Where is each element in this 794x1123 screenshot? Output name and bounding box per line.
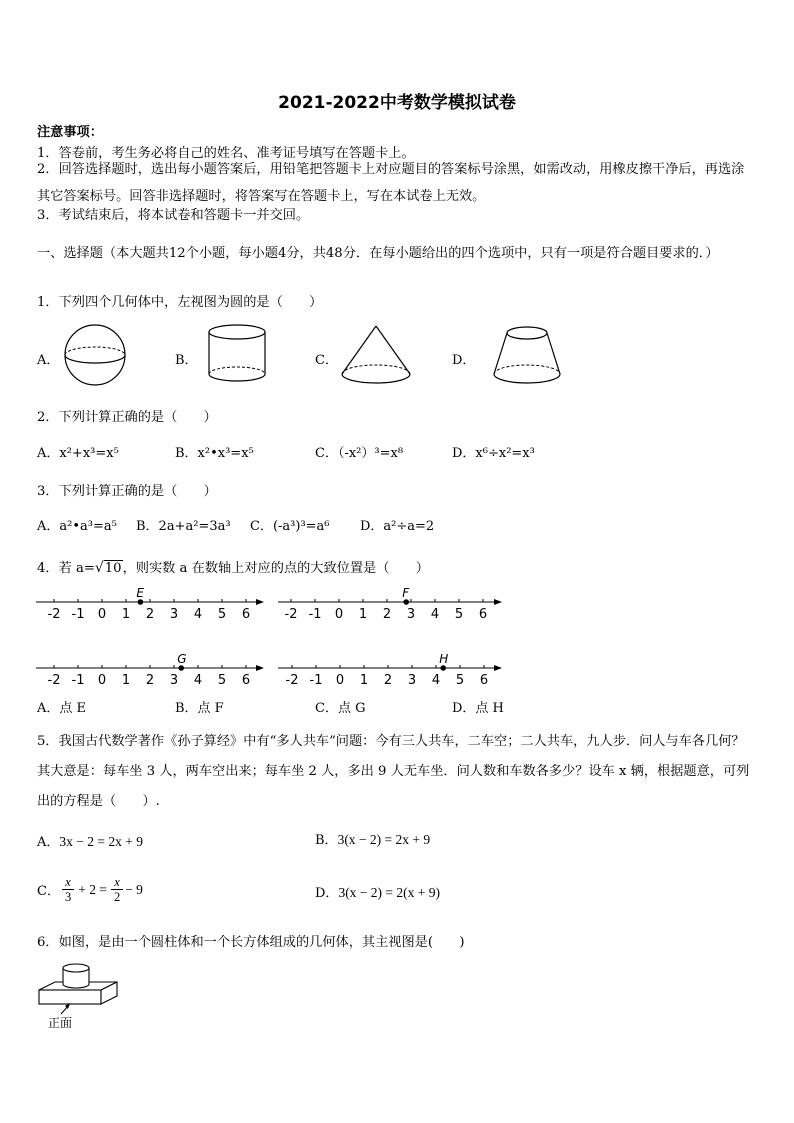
q5-option-c-mid: + 2 =	[78, 881, 107, 897]
question-4-stem	[37, 557, 429, 576]
tick-label: -1	[71, 607, 85, 622]
numerator: x	[114, 875, 120, 889]
tick-label: 6	[241, 673, 251, 688]
tick-label: 6	[478, 607, 488, 622]
tick-label: -1	[309, 673, 323, 688]
fraction-x-over-3	[62, 875, 74, 904]
q2-option-c: C．（-x²）³=x⁸	[315, 446, 404, 461]
question-5-stem: 5．我国古代数学著作《孙子算经》中有“多人共车”问题：今有三人共车，二车空；二人共车，九人步．问人与车各几何？其大意是：每车坐 3 人，两车空出来；每车坐 2 人，多出 9 人无车坐．问人数和车数各多少？设车 x 辆，根据题意，可列出的方程是（ ）.	[37, 734, 750, 809]
tick-label: 5	[217, 673, 227, 688]
tick-label: 3	[407, 673, 417, 688]
cone-icon	[338, 322, 414, 388]
tick-label: 3	[406, 607, 416, 622]
cylinder-on-box-figure	[35, 960, 125, 1018]
page-title: 2021-2022中考数学模拟试卷	[278, 93, 516, 113]
tick-label: 4	[193, 673, 203, 688]
notice-item-2: 2．回答选择题时，选出每小题答案后，用铅笔把答题卡上对应题目的答案标号涂黑，如需改动，用橡皮擦干净后，再选涂其它答案标号。回答非选择题时，将答案写在答题卡上，写在本试卷上无效。	[37, 162, 745, 204]
q5-option-b	[315, 829, 430, 848]
tick-label: 6	[241, 607, 251, 622]
q4-radicand: 10	[104, 561, 122, 576]
q4-option-b: B．点 F	[175, 701, 224, 716]
point-h	[440, 665, 446, 671]
section-heading: 一、选择题（本大题共12个小题，每小题4分，共48分．在每小题给出的四个选项中，只有一项是符合题目要求的．）	[37, 246, 719, 261]
tick-label: 5	[455, 673, 465, 688]
q1-option-a: A．	[37, 353, 60, 368]
q5-option-b-label: B．	[315, 833, 338, 848]
axis-arrow	[494, 665, 502, 671]
tick-label: -2	[285, 673, 299, 688]
tick-label: 1	[121, 607, 131, 622]
q1-option-c: C．	[315, 353, 338, 368]
tick-label: 5	[217, 607, 227, 622]
sphere-icon	[62, 322, 128, 388]
point-label: G	[177, 652, 187, 666]
tick-label: 2	[145, 607, 155, 622]
axis-arrow	[256, 665, 264, 671]
tick-label: 3	[169, 673, 179, 688]
q5-option-c-end: − 9	[125, 881, 143, 897]
tick-label: 1	[121, 673, 131, 688]
q5-option-a	[37, 831, 143, 850]
number-line-f	[276, 582, 504, 622]
number-line-h	[276, 648, 504, 688]
q5-option-d	[315, 882, 440, 901]
q1-option-b: B．	[175, 353, 198, 368]
q3-option-b: B．2a+a²=3a³	[136, 519, 231, 534]
q4-option-a: A．点 E	[37, 701, 87, 716]
tick-label: 4	[431, 673, 441, 688]
frustum-icon	[490, 322, 564, 388]
q2-option-a: A．x²+x³=x⁵	[37, 446, 119, 461]
point-label: E	[136, 586, 144, 600]
tick-label: 0	[335, 673, 345, 688]
cylinder-icon	[204, 322, 270, 386]
tick-label: -2	[284, 607, 298, 622]
axis-arrow	[494, 599, 502, 605]
front-view-label: 正面	[48, 1016, 73, 1030]
q5-option-d-eq: 3(x − 2) = 2(x + 9)	[338, 885, 441, 900]
tick-label: 1	[358, 607, 368, 622]
fraction-x-over-2	[111, 875, 123, 904]
tick-label: 2	[383, 673, 393, 688]
tick-label: 5	[454, 607, 464, 622]
question-2-stem: 2．下列计算正确的是（ ）	[37, 410, 217, 425]
denominator: 3	[62, 889, 74, 904]
question-6-stem: 6．如图，是由一个圆柱体和一个长方体组成的几何体，其主视图是( )	[37, 935, 465, 950]
q1-option-d: D．	[452, 353, 476, 368]
tick-label: 3	[169, 607, 179, 622]
point-label: H	[439, 652, 449, 666]
notice-heading: 注意事项：	[37, 125, 103, 140]
tick-label: 2	[145, 673, 155, 688]
tick-label: -2	[47, 673, 61, 688]
q4-stem-prefix: 4．若 a=	[37, 561, 95, 576]
tick-label: 4	[430, 607, 440, 622]
q5-option-a-eq: 3x − 2 = 2x + 9	[59, 834, 143, 849]
q5-option-c-label: C．	[37, 884, 60, 899]
denominator: 2	[111, 889, 123, 904]
point-e	[138, 599, 144, 605]
number-line-g	[34, 648, 266, 688]
number-line-e	[34, 582, 266, 622]
tick-label: 6	[479, 673, 489, 688]
q3-option-a: A．a²•a³=a⁵	[37, 519, 117, 534]
q4-option-d: D．点 H	[452, 701, 504, 716]
axis-arrow	[256, 599, 264, 605]
question-1-stem: 1．下列四个几何体中，左视图为圆的是（ ）	[37, 295, 323, 310]
q3-option-d: D．a²÷a=2	[360, 519, 435, 534]
q3-option-c: C．(-a³)³=a⁶	[250, 519, 330, 534]
q4-option-c: C．点 G	[315, 701, 366, 716]
tick-label: 2	[382, 607, 392, 622]
q4-stem-suffix: ，则实数 a 在数轴上对应的点的大致位置是（ ）	[122, 561, 429, 576]
tick-label: -1	[71, 673, 85, 688]
tick-label: -1	[308, 607, 322, 622]
point-f	[403, 599, 409, 605]
q5-option-b-eq: 3(x − 2) = 2x + 9	[337, 832, 431, 847]
tick-label: 4	[193, 607, 203, 622]
q5-option-a-label: A．	[37, 835, 60, 850]
q5-option-d-label: D．	[315, 886, 339, 901]
q2-option-d: D．x⁶÷x²=x³	[452, 446, 535, 461]
question-3-stem: 3．下列计算正确的是（ ）	[37, 484, 217, 499]
point-label: F	[402, 586, 410, 600]
tick-label: 0	[97, 673, 107, 688]
tick-label: -2	[47, 607, 61, 622]
sqrt-sign: √	[94, 560, 104, 576]
q5-option-c	[37, 875, 143, 904]
tick-label: 0	[97, 607, 107, 622]
q2-option-b: B．x²•x³=x⁵	[175, 446, 254, 461]
tick-label: 0	[334, 607, 344, 622]
notice-item-3: 3．考试结束后，将本试卷和答题卡一并交回。	[37, 208, 310, 223]
tick-label: 1	[359, 673, 369, 688]
point-g	[178, 665, 184, 671]
notice-item-1: 1．答卷前，考生务必将自己的姓名、准考证号填写在答题卡上。	[37, 146, 415, 161]
numerator: x	[65, 875, 71, 889]
